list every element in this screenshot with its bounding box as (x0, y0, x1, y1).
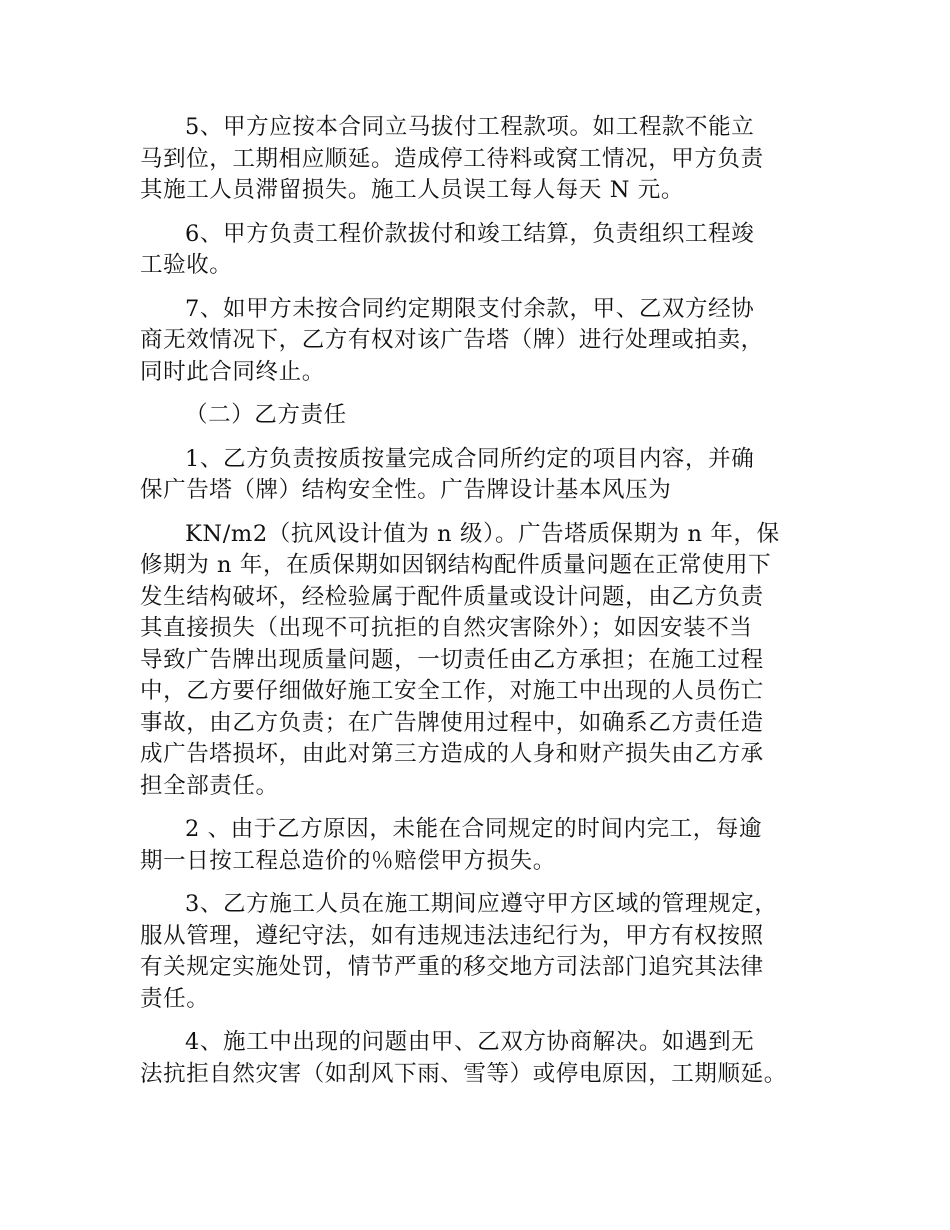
text-line: 1、乙方负责按质按量完成合同所约定的项目内容，并确 (185, 445, 755, 472)
text-line: 同时此合同终止。 (140, 358, 325, 385)
text-line: 期一日按工程总造价的％赔偿甲方损失。 (140, 847, 556, 874)
text-line: 2 、由于乙方原因，未能在合同规定的时间内完工，每逾 (185, 816, 763, 842)
text-line: 服从管理，遵纪守法，如有违规违法违纪行为，甲方有权按照 (140, 922, 764, 949)
text-line: 工验收。 (140, 252, 233, 278)
text-line: 7、如甲方未按合同约定期限支付余款，甲、乙双方经协 (185, 295, 755, 322)
section-heading (140, 400, 828, 432)
document-page (140, 112, 828, 1102)
text-line: 法抗拒自然灾害（如刮风下雨、雪等）或停电原因，工期顺延。 (140, 1060, 787, 1087)
text-line: 成广告塔损坏，由此对第三方造成的人身和财产损失由乙方承 (140, 741, 764, 767)
text-line: 修期为 n 年，在质保期如因钢结构配件质量问题在正常使用下 (140, 552, 772, 578)
text-line: 事故，由乙方负责；在广告牌使用过程中，如确系乙方责任造 (140, 709, 764, 736)
text-line: 其施工人员滞留损失。施工人员误工每人每天 N 元。 (140, 177, 684, 203)
text-line: 马到位，工期相应顺延。造成停工待料或窝工情况，甲方负责 (140, 145, 764, 172)
paragraph-b4 (140, 1027, 828, 1090)
paragraph-a5 (140, 112, 828, 207)
text-line: 3、乙方施工人员在施工期间应遵守甲方区域的管理规定， (185, 891, 778, 917)
text-line: 责任。 (140, 985, 210, 1012)
text-line: 4、施工中出现的问题由甲、乙双方协商解决。如遇到无 (185, 1029, 755, 1055)
text-line: 其直接损失（出现不可抗拒的自然灾害除外）；如因安装不当 (140, 615, 753, 641)
text-line: 6、甲方负责工程价款拔付和竣工结算，负责组织工程竣 (185, 220, 755, 247)
paragraph-b3 (140, 889, 828, 1015)
paragraph-a7 (140, 294, 828, 389)
text-line: 导致广告牌出现质量问题，一切责任由乙方承担；在施工过程 (140, 646, 764, 673)
section-title: （二）乙方责任 (185, 402, 347, 428)
paragraph-b2 (140, 814, 828, 877)
paragraph-b1 (140, 444, 828, 507)
text-line: 保广告塔（牌）结构安全性。广告牌设计基本风压为 (140, 477, 672, 503)
text-line: 5、甲方应按本合同立马拔付工程款项。如工程款不能立 (185, 114, 755, 140)
paragraph-a6 (140, 219, 828, 282)
text-line: 中，乙方要仔细做好施工安全工作，对施工中出现的人员伤亡 (140, 678, 764, 704)
paragraph-b1-continued (140, 519, 828, 803)
text-line: 商无效情况下，乙方有权对该广告塔（牌）进行处理或拍卖， (140, 327, 764, 353)
text-line: 有关规定实施处罚，情节严重的移交地方司法部门追究其法律 (140, 954, 764, 980)
text-line: 担全部责任。 (140, 772, 279, 799)
text-line: 发生结构破坏，经检验属于配件质量或设计问题，由乙方负责 (140, 583, 764, 610)
text-line: KN/m2（抗风设计值为 n 级）。广告塔质保期为 n 年，保 (185, 520, 780, 547)
